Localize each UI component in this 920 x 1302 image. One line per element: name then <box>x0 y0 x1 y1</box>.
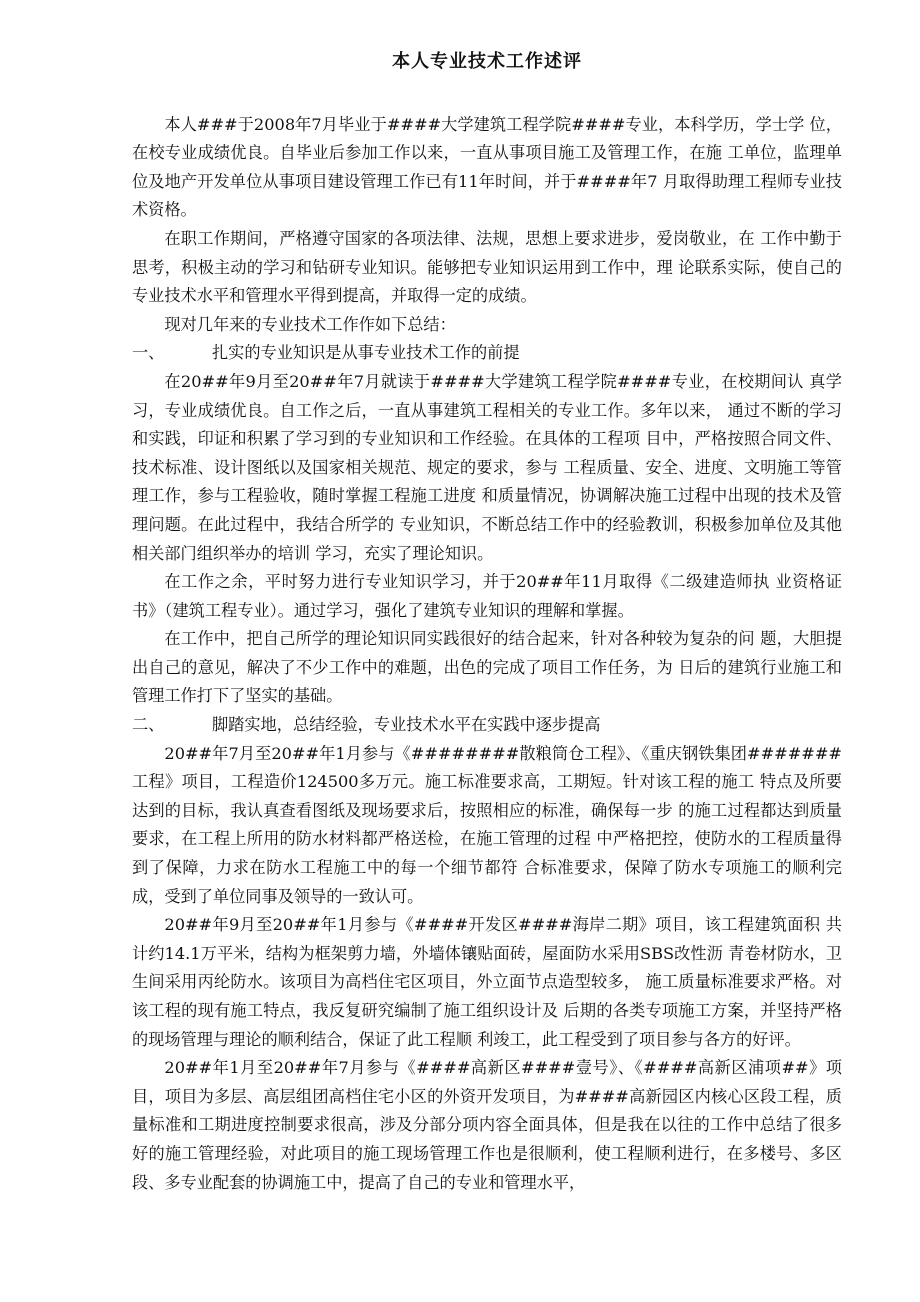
intro-paragraph: 本人###于2008年7月毕业于####大学建筑工程学院####专业，本科学历，学士学 位，在校专业成绩优良。自毕业后参加工作以来，一直从事项目施工及管理工作，在施 工单位，监理单位及地产开发单位从事项目建设管理工作已有11年时间，并于####年7 月取得助理工程师专业技术资格。 <box>132 114 842 220</box>
body-paragraph: 20##年1月至20##年7月参与《####高新区####壹号》、《####高新区浦项##》项目，项目为多层、高层组团高档住宅小区的外资开发项目，为####高新园区内核心区段工程，质量标准和工期进度控制要求很高，涉及分部分项内容全面具体，但是我在以往的工作中总结了很多好的施工管理经验，对此项目的施工现场管理工作也是很顺利，使工程顺利进行，在多楼号、多区段、多专业配套的协调施工中，提高了自己的专业和管理水平， <box>132 1058 842 1192</box>
section-number: 二、 <box>132 715 165 735</box>
body-paragraph: 20##年7月至20##年1月参与《########散粮筒仓工程》、《重庆钢铁集团####### 工程》项目，工程造价124500多万元。施工标准要求高，工期短。针对该工程的施工 特点及所要达到的目标，我认真查看图纸及现场要求后，按照相应的标准，确保每一步 的施工过程都达到质量要求，在工程上所用的防水材料都严格送检，在施工管理的过程 中严格把控，使防水的工程质量得到了保障，力求在防水工程施工中的每一个细节都符 合标准要求，保障了防水专项施工的顺利完成，受到了单位同事及领导的一致认可。 <box>132 743 842 906</box>
body-paragraph: 20##年9月至20##年1月参与《####开发区####海岸二期》项目，该工程建筑面积 共计约14.1万平米，结构为框架剪力墙，外墙体镶贴面砖，屋面防水采用SBS改性沥 青卷材防水，卫生间采用丙纶防水。该项目为高档住宅区项目，外立面节点造型较多， 施工质量标准要求严格。对该工程的现有施工特点，我反复研究编制了施工组织设计及 后期的各类专项施工方案，并坚持严格的现场管理与理论的顺利结合，保证了此工程顺 利竣工，此工程受到了项目参与各方的好评。 <box>132 915 842 1049</box>
section-heading <box>132 711 842 740</box>
section-number: 一、 <box>132 343 165 363</box>
section-heading-text: 扎实的专业知识是从事专业技术工作的前提 <box>212 343 520 363</box>
summary-intro-paragraph: 现对几年来的专业技术工作作如下总结： <box>164 314 456 334</box>
body-paragraph: 在职工作期间，严格遵守国家的各项法律、法规，思想上要求进步，爱岗敬业，在 工作中勤于思考，积极主动的学习和钻研专业知识。能够把专业知识运用到工作中，理 论联系实际，使自己的专业技术水平和管理水平得到提高，并取得一定的成绩。 <box>132 228 842 306</box>
document-title: 本人专业技术工作述评 <box>392 51 582 72</box>
section-heading-text: 脚踏实地，总结经验，专业技术水平在实践中逐步提高 <box>212 715 601 735</box>
body-paragraph: 在工作中，把自己所学的理论知识同实践很好的结合起来，针对各种较为复杂的问 题，大胆提出自己的意见，解决了不少工作中的难题，出色的完成了项目工作任务，为 日后的建筑行业施工和管理工作打下了坚实的基础。 <box>132 629 842 706</box>
section-heading <box>132 339 842 368</box>
body-paragraph: 在工作之余，平时努力进行专业知识学习，并于20##年11月取得《二级建造师执 业资格证书》（建筑工程专业）。通过学习，强化了建筑专业知识的理解和掌握。 <box>132 572 842 620</box>
body-paragraph: 在20##年9月至20##年7月就读于####大学建筑工程学院####专业，在校期间认 真学习，专业成绩优良。自工作之后，一直从事建筑工程相关的专业工作。多年以来， 通过不断的学习和实践，印证和积累了学习到的专业知识和工作经验。在具体的工程项 目中，严格按照合同文件、技术标准、设计图纸以及国家相关规范、规定的要求，参与 工程质量、安全、进度、文明施工等管理工作，参与工程验收，随时掌握工程施工进度 和质量情况，协调解决施工过程中出现的技术及管理问题。在此过程中，我结合所学的 专业知识，不断总结工作中的经验教训，积极参加单位及其他相关部门组织举办的培训 学习，充实了理论知识。 <box>132 371 842 563</box>
